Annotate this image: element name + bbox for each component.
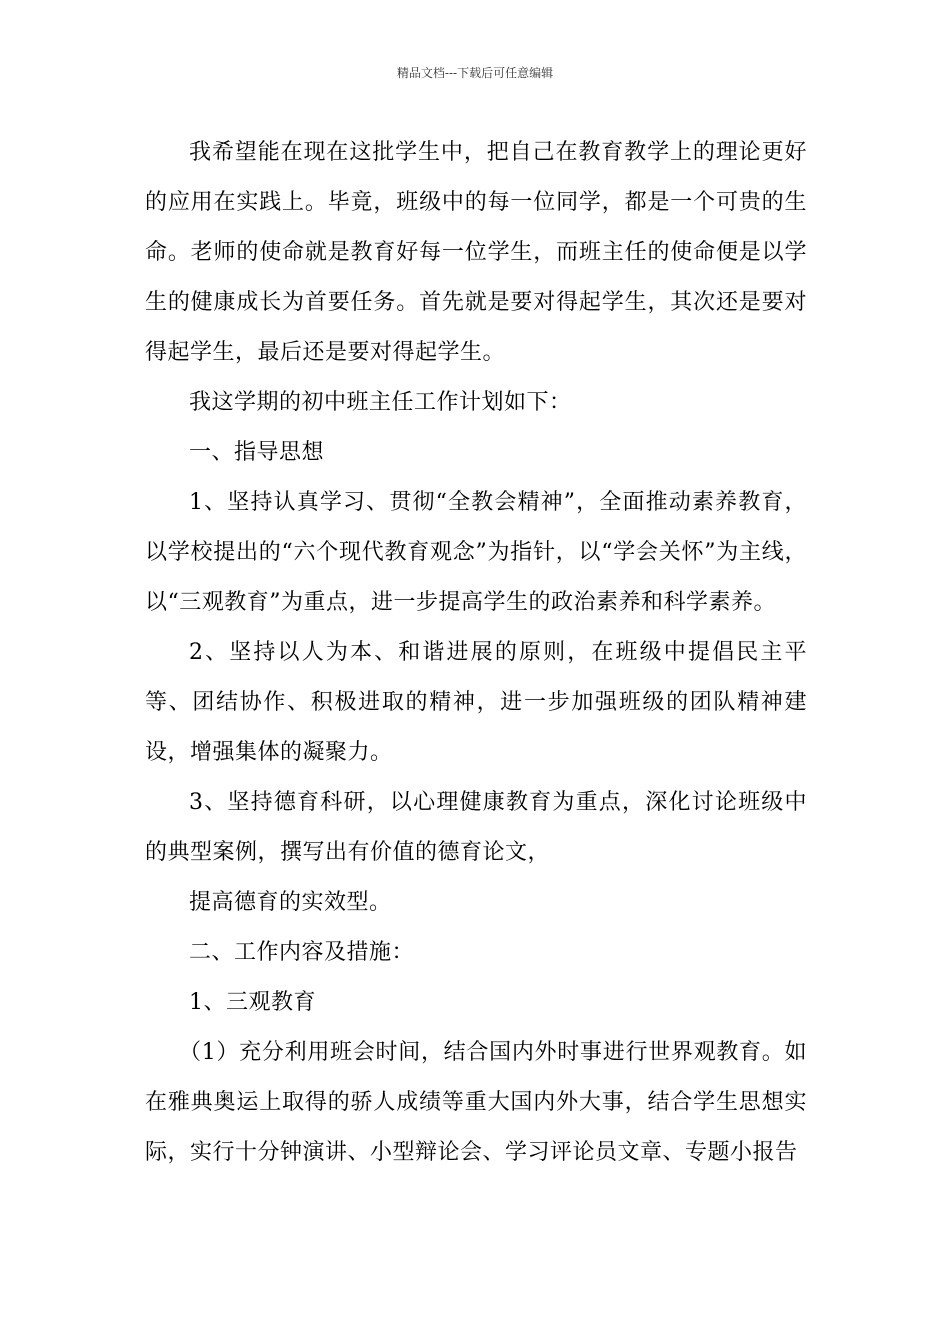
paragraph-plan-intro: 我这学期的初中班主任工作计划如下： (189, 390, 572, 415)
subheading-three-views: 1、三观教育 (189, 990, 316, 1015)
heading-work-content: 二、工作内容及措施： (189, 940, 415, 965)
document-body (145, 128, 807, 1178)
paragraph-point-2: 2、坚持以人为本、和谐进展的原则，在班级中提倡民主平等、团结协作、积极进取的精神，进一步加强班级的团队精神建设，增强集体的凝聚力。 (145, 640, 807, 765)
paragraph-item-1: （1）充分利用班会时间，结合国内外时事进行世界观教育。如在雅典奥运上取得的骄人成绩等重大国内外大事，结合学生思想实际，实行十分钟演讲、小型辩论会、学习评论员文章、专题小报告 (145, 1040, 807, 1165)
paragraph-point-3: 3、坚持德育科研，以心理健康教育为重点，深化讨论班级中的典型案例，撰写出有价值的德育论文， (145, 790, 807, 865)
paragraph-point-1: 1、坚持认真学习、贯彻“全教会精神”，全面推动素养教育，以学校提出的“六个现代教育观念”为指针，以“学会关怀”为主线，以“三观教育”为重点，进一步提高学生的政治素养和科学素养。 (145, 490, 807, 615)
paragraph-point-3-continued: 提高德育的实效型。 (189, 890, 392, 915)
heading-guiding-ideology: 一、指导思想 (189, 440, 325, 465)
paragraph-intro: 我希望能在现在这批学生中，把自己在教育教学上的理论更好的应用在实践上。毕竟，班级中的每一位同学，都是一个可贵的生命。老师的使命就是教育好每一位学生，而班主任的使命便是以学生的健康成长为首要任务。首先就是要对得起学生，其次还是要对得起学生，最后还是要对得起学生。 (145, 140, 807, 365)
page-header: 精品文档---下载后可任意编辑 (396, 66, 554, 80)
